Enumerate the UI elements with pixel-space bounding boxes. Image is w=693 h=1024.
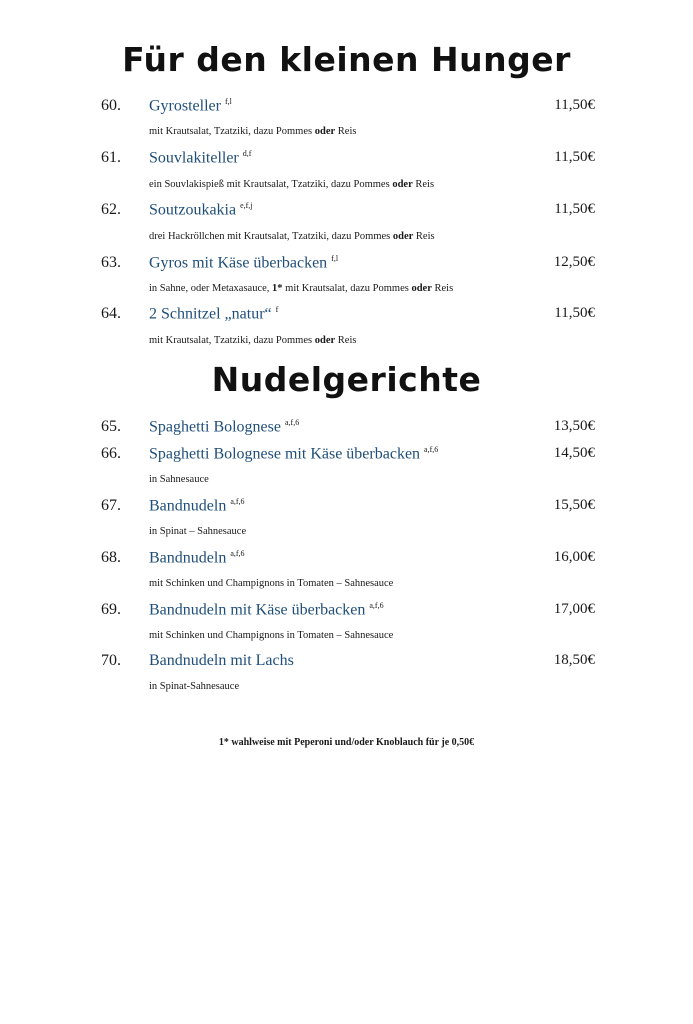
menu-item-60 (0, 97, 693, 121)
allergen-codes: a,f,6 (230, 497, 245, 506)
item-price: 16,00€ (553, 549, 595, 565)
item-description: ein Souvlakispieß mit Krautsalat, Tzatziki, dazu Pommes oder Reis (149, 179, 435, 190)
allergen-codes: d,f (242, 149, 252, 158)
allergen-codes: f,l (224, 97, 232, 106)
item-number: 65. (101, 418, 121, 435)
item-name: Bandnudeln $^{a,f,6}$ (149, 549, 245, 567)
item-name: 2 Schnitzel „natur“ $^f$ (149, 305, 279, 323)
item-description: mit Krautsalat, Tzatziki, dazu Pommes oder Reis (149, 126, 357, 137)
menu-item-66 (0, 445, 693, 469)
item-price: 11,50€ (554, 201, 595, 217)
menu-item-63 (0, 254, 693, 278)
menu-item-65 (0, 418, 693, 442)
item-number: 68. (101, 549, 121, 566)
item-name: Soutzoukakia $^{e,f,j}$ (149, 201, 253, 219)
item-description: in Spinat-Sahnesauce (149, 681, 240, 692)
item-description: in Sahne, oder Metaxasauce, 1* mit Krautsalat, dazu Pommes oder Reis (149, 283, 454, 294)
item-name: Bandnudeln $^{a,f,6}$ (149, 497, 245, 515)
item-number: 66. (101, 445, 121, 462)
footnote: 1* wahlweise mit Peperoni und/oder Knoblauch für je 0,50€ (218, 737, 475, 748)
menu-item-62 (0, 201, 693, 225)
item-description: in Sahnesauce (149, 474, 209, 485)
section-title-nudelgerichte: Nudelgerichte (211, 360, 482, 399)
item-description: mit Schinken und Champignons in Tomaten – Sahnesauce (149, 630, 394, 641)
item-name: Spaghetti Bolognese $^{a,f,6}$ (149, 418, 300, 436)
item-description: drei Hackröllchen mit Krautsalat, Tzatziki, dazu Pommes oder Reis (149, 231, 435, 242)
allergen-codes: a,f,6 (424, 445, 439, 454)
item-price: 18,50€ (553, 652, 595, 668)
item-number: 61. (101, 149, 121, 166)
item-name: Souvlakiteller $^{d,f}$ (149, 149, 252, 167)
item-name: Spaghetti Bolognese mit Käse überbacken $^{a,f,6}$ (149, 445, 439, 463)
menu-item-67 (0, 497, 693, 521)
menu-item-69 (0, 601, 693, 625)
item-number: 63. (101, 254, 121, 271)
menu-item-70 (0, 652, 693, 676)
menu-item-64 (0, 305, 693, 329)
item-price: 12,50€ (553, 254, 595, 270)
item-name: Gyrosteller $^{f,l}$ (149, 97, 232, 115)
section-title-kleinen-hunger: Für den kleinen Hunger (122, 40, 571, 79)
allergen-codes: a,f,6 (230, 549, 245, 558)
item-description: in Spinat – Sahnesauce (149, 526, 247, 537)
menu-item-68 (0, 549, 693, 573)
item-price: 11,50€ (554, 97, 595, 113)
item-number: 70. (101, 652, 121, 669)
item-price: 13,50€ (553, 418, 595, 434)
allergen-codes: f (275, 305, 279, 314)
allergen-codes: f,l (331, 254, 339, 263)
item-price: 15,50€ (553, 497, 595, 513)
item-name: Bandnudeln mit Käse überbacken $^{a,f,6}$ (149, 601, 384, 619)
allergen-codes: a,f,6 (369, 601, 384, 610)
item-price: 14,50€ (553, 445, 595, 461)
item-price: 11,50€ (554, 149, 595, 165)
item-number: 69. (101, 601, 121, 618)
item-name: Gyros mit Käse überbacken $^{f,l}$ (149, 254, 339, 272)
item-number: 67. (101, 497, 121, 514)
item-description: mit Schinken und Champignons in Tomaten – Sahnesauce (149, 578, 394, 589)
allergen-codes: a,f,6 (284, 418, 300, 427)
item-price: 11,50€ (554, 305, 595, 321)
item-price: 17,00€ (553, 601, 595, 617)
item-name: Bandnudeln mit Lachs (149, 652, 294, 669)
allergen-codes: e,f,j (240, 201, 253, 210)
item-number: 64. (101, 305, 121, 322)
item-number: 62. (101, 201, 121, 218)
item-number: 60. (101, 97, 121, 114)
menu-item-61 (0, 149, 693, 173)
item-description: mit Krautsalat, Tzatziki, dazu Pommes oder Reis (149, 335, 357, 346)
